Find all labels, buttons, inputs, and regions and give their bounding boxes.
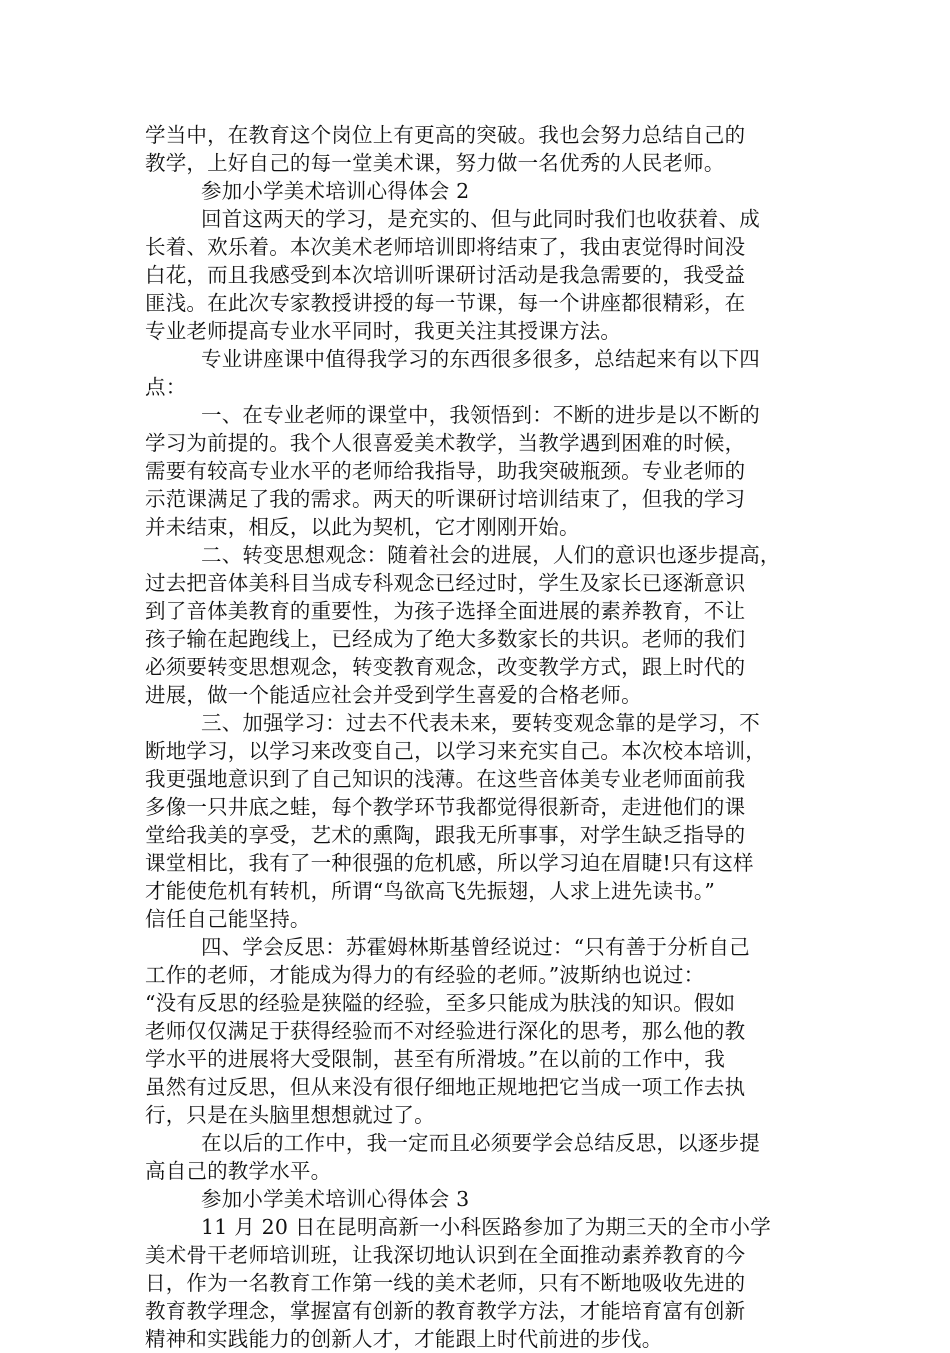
text-line: 回首这两天的学习，是充实的、但与此同时我们也收获着、成	[201, 207, 760, 231]
text-line: 专业老师提高专业水平同时，我更关注其授课方法。	[145, 319, 622, 343]
text-line: 断地学习，以学习来改变自己，以学习来充实自己。本次校本培训，	[145, 739, 766, 763]
text-line: 在以后的工作中，我一定而且必须要学会总结反思，以逐步提	[201, 1131, 760, 1155]
text-line: 参加小学美术培训心得体会 2	[201, 179, 470, 203]
text-line: 白花，而且我感受到本次培训听课研讨活动是我急需要的，我受益	[145, 263, 746, 287]
text-line: 高自己的教学水平。	[145, 1159, 332, 1183]
text-line: 学习为前提的。我个人很喜爱美术教学，当教学遇到困难的时候，	[145, 431, 746, 455]
text-line: 教育教学理念，掌握富有创新的教育教学方法，才能培育富有创新	[145, 1299, 746, 1323]
text-line: 示范课满足了我的需求。两天的听课研讨培训结束了，但我的学习	[145, 487, 746, 511]
text-line: 行，只是在头脑里想想就过了。	[145, 1103, 435, 1127]
text-line: 到了音体美教育的重要性，为孩子选择全面进展的素养教育，不让	[145, 599, 746, 623]
text-line: 二、转变思想观念：随着社会的进展，人们的意识也逐步提高，	[201, 543, 781, 567]
text-line: 课堂相比，我有了一种很强的危机感，所以学习迫在眉睫!只有这样	[145, 851, 754, 875]
text-line: 信任自己能坚持。	[145, 907, 311, 931]
text-line: 孩子输在起跑线上，已经成为了绝大多数家长的共识。老师的我们	[145, 627, 746, 651]
text-line: 必须要转变思想观念，转变教育观念，改变教学方式，跟上时代的	[145, 655, 746, 679]
text-line: 教学，上好自己的每一堂美术课，努力做一名优秀的人民老师。	[145, 151, 725, 175]
text-line: 并未结束，相反，以此为契机，它才刚刚开始。	[145, 515, 580, 539]
text-line: 精神和实践能力的创新人才，才能跟上时代前进的步伐。	[145, 1327, 663, 1351]
text-line: 美术骨干老师培训班，让我深切地认识到在全面推动素养教育的今	[145, 1243, 746, 1267]
text-line: 参加小学美术培训心得体会 3	[201, 1187, 470, 1211]
text-line: 四、学会反思：苏霍姆林斯基曾经说过：“只有善于分析自己	[201, 935, 750, 959]
text-line: 点：	[145, 375, 187, 399]
text-line: 日，作为一名教育工作第一线的美术老师，只有不断地吸收先进的	[145, 1271, 746, 1295]
text-line: 学水平的进展将大受限制，甚至有所滑坡。”在以前的工作中，我	[145, 1047, 726, 1071]
text-line: 三、加强学习：过去不代表未来，要转变观念靠的是学习，不	[201, 711, 760, 735]
text-line: 老师仅仅满足于获得经验而不对经验进行深化的思考，那么他的教	[145, 1019, 746, 1043]
text-line: 过去把音体美科目当成专科观念已经过时，学生及家长已逐渐意识	[145, 571, 746, 595]
text-line: 工作的老师，才能成为得力的有经验的老师。”波斯纳也说过：	[145, 963, 705, 987]
text-line: 11 月 20 日在昆明高新一小科医路参加了为期三天的全市小学	[201, 1215, 771, 1239]
text-line: 需要有较高专业水平的老师给我指导，助我突破瓶颈。专业老师的	[145, 459, 746, 483]
text-line: 长着、欢乐着。本次美术老师培训即将结束了，我由衷觉得时间没	[145, 235, 746, 259]
text-line: 学当中，在教育这个岗位上有更高的突破。我也会努力总结自己的	[145, 123, 746, 147]
text-line: 多像一只井底之蛙，每个教学环节我都觉得很新奇，走进他们的课	[145, 795, 746, 819]
text-line: 匪浅。在此次专家教授讲授的每一节课，每一个讲座都很精彩，在	[145, 291, 746, 315]
text-line: 虽然有过反思，但从来没有很仔细地正规地把它当成一项工作去执	[145, 1075, 746, 1099]
text-line: 堂给我美的享受，艺术的熏陶，跟我无所事事，对学生缺乏指导的	[145, 823, 746, 847]
document-page	[145, 121, 805, 1353]
text-line: 进展，做一个能适应社会并受到学生喜爱的合格老师。	[145, 683, 642, 707]
text-line: 才能使危机有转机，所谓“鸟欲高飞先振翅，人求上进先读书。”	[145, 879, 716, 903]
text-line: 专业讲座课中值得我学习的东西很多很多，总结起来有以下四	[201, 347, 760, 371]
text-line: 一、在专业老师的课堂中，我领悟到：不断的进步是以不断的	[201, 403, 760, 427]
text-line: “没有反思的经验是狭隘的经验，至多只能成为肤浅的知识。假如	[145, 991, 736, 1015]
text-line: 我更强地意识到了自己知识的浅薄。在这些音体美专业老师面前我	[145, 767, 746, 791]
